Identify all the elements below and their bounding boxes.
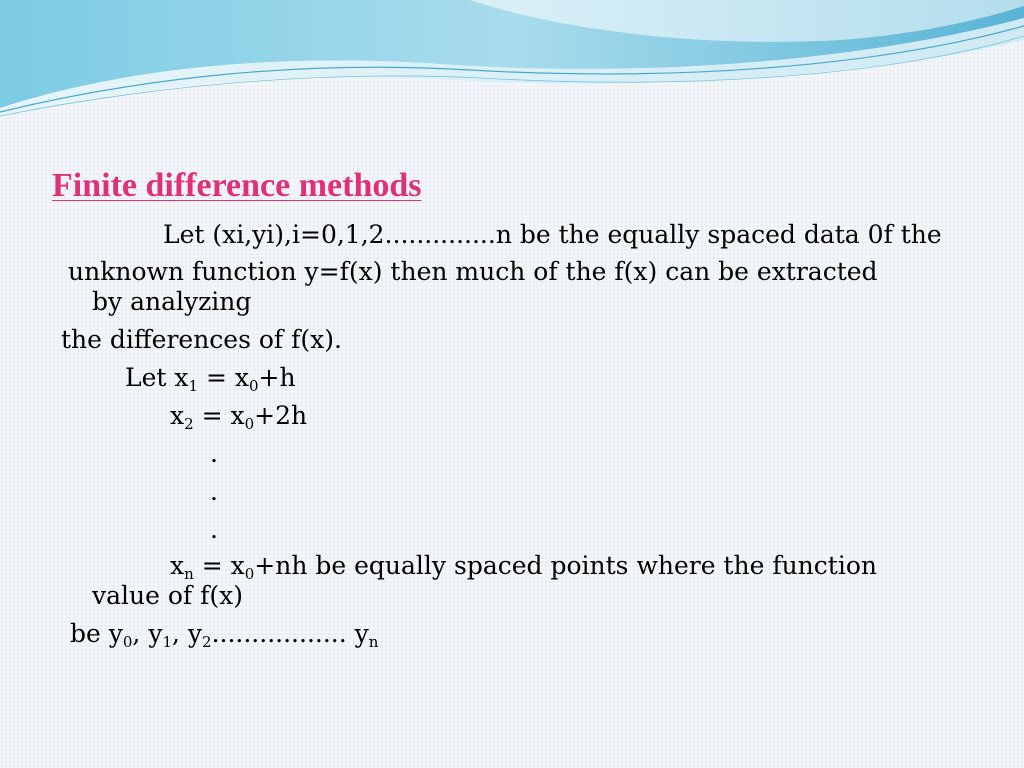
continuation-dot: . <box>210 515 218 544</box>
equation-x1: Let $x_1 = x_0+h$ <box>125 363 296 395</box>
slide-title: Finite difference methods <box>52 167 422 204</box>
equation-x2: $x_2 = x_0+2h$ <box>170 401 308 433</box>
continuation-dot: . <box>210 439 218 468</box>
paragraph-line-1: Let (xi,yi),i=0,1,2..............n be the equally spaced data 0f the <box>163 220 942 249</box>
paragraph-line-4: the differences of f(x). <box>61 325 342 354</box>
paragraph-line-3: by analyzing <box>92 287 252 316</box>
continuation-dot: . <box>210 477 218 506</box>
values-line: be $y_0$, $y_1$, $y_2$................. $y_n$ <box>70 619 379 651</box>
equation-xn-wrap: value of f(x) <box>92 581 243 610</box>
paragraph-line-2: unknown function y=f(x) then much of the f(x) can be extracted <box>68 257 878 286</box>
header-wave-decoration <box>0 0 1024 120</box>
equation-xn: $x_n = x_0+nh$ be equally spaced points where the function <box>170 551 877 583</box>
